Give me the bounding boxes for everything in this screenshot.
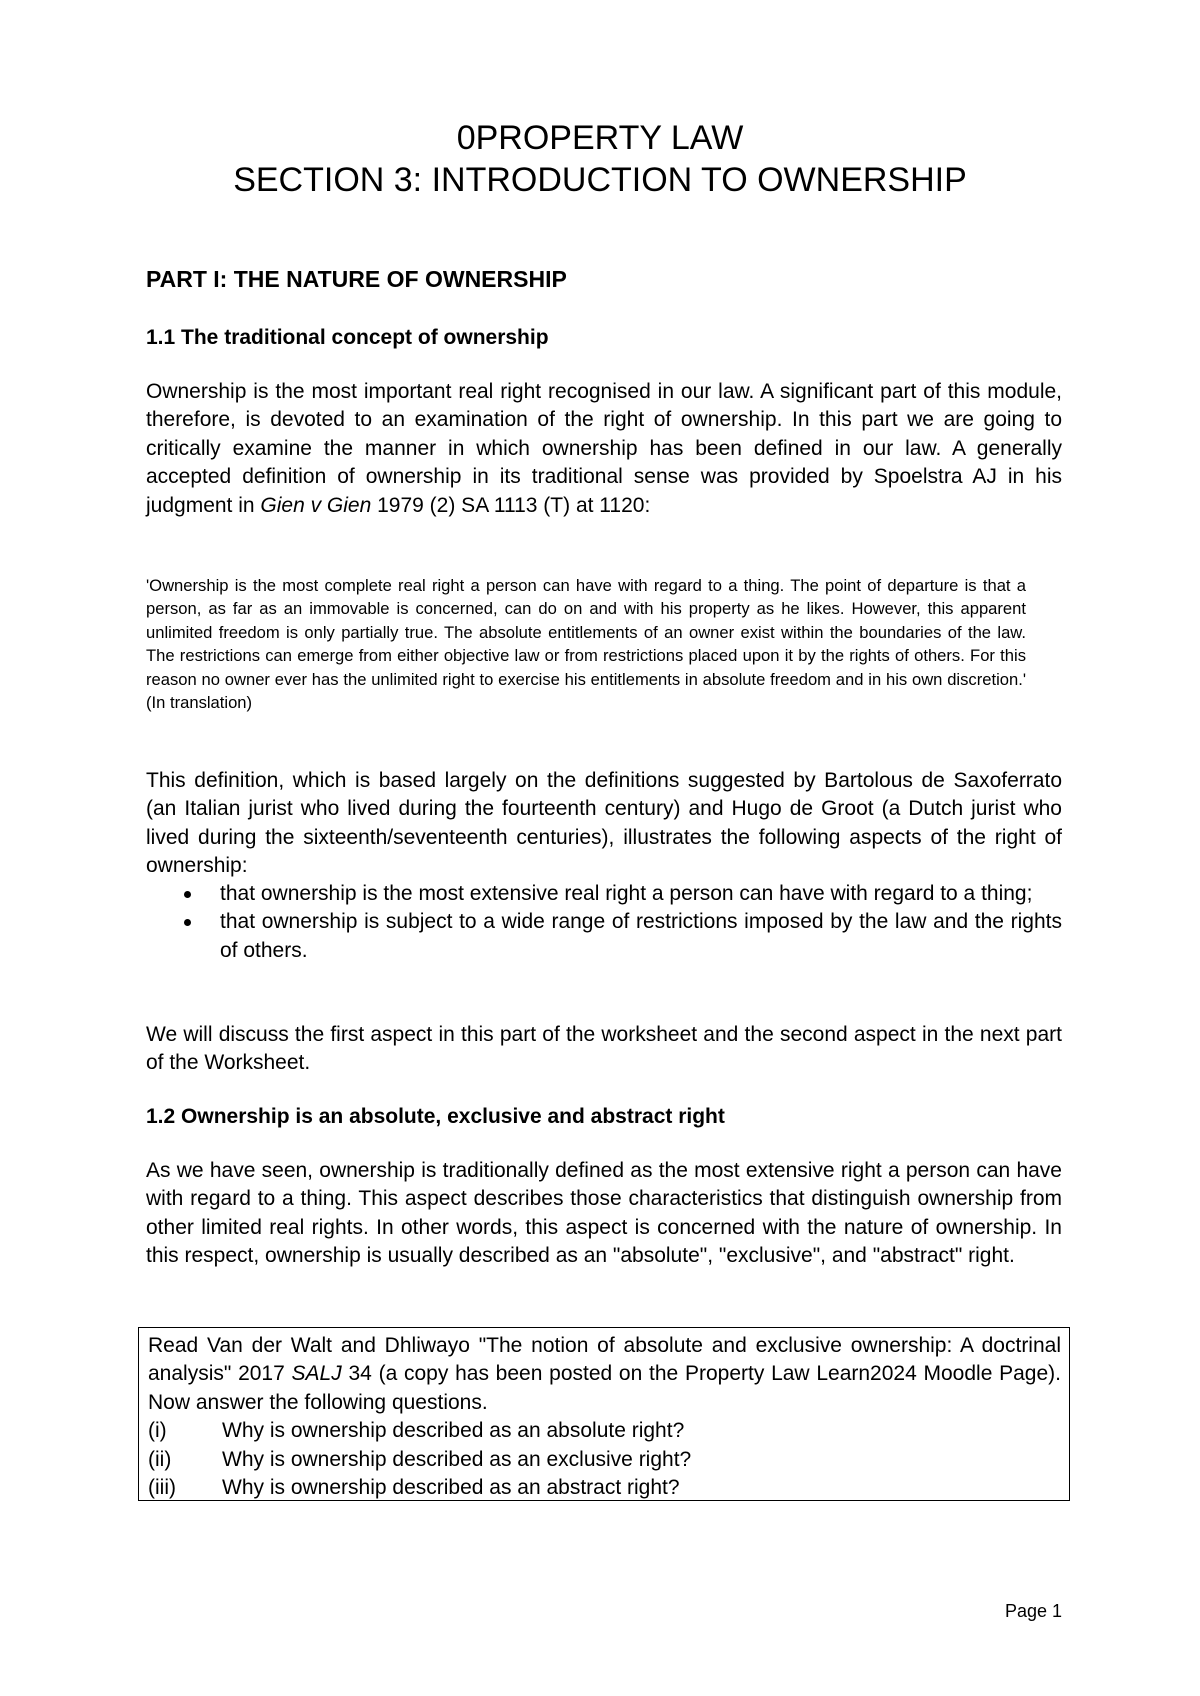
- definition-quote: 'Ownership is the most complete real right a person can have with regard to a thing. The point of departure is that a person, as far as an immovable is concerned, can do on and with his property as he likes. However, this apparent unlimited freedom is only partially true. The absolute entitlements of an owner exist within the boundaries of the law. The restrictions can emerge from either objective law or from restrictions placed upon it by the rights of others. For this reason no owner ever has the unlimited right to exercise his entitlements in absolute freedom and in his own discretion.' (In translation): [146, 576, 1026, 713]
- bullet-icon: [184, 919, 191, 926]
- question-number: (iii): [148, 1476, 176, 1500]
- section-1-1-paragraph-1: [146, 378, 1062, 520]
- document-title: 0PROPERTY LAW: [456, 119, 744, 157]
- question-row: [148, 1474, 1061, 1502]
- question-text: Why is ownership described as an abstract right?: [222, 1476, 680, 1500]
- reading-assignment-box: [138, 1327, 1070, 1501]
- paragraph-text: 1979 (2) SA 1113 (T) at 1120:: [371, 493, 651, 517]
- paragraph-text: Ownership is the most important real right recognised in our law. A significant part of this module, therefore, is devoted to an examination of the right of ownership. In this part we are going to critically examine the manner in which ownership has been defined in our law. A generally accepted definition of ownership in its traditional sense was provided by Spoelstra AJ in his judgment in: [146, 380, 1062, 517]
- list-item-text: that ownership is the most extensive real right a person can have with regard to a thing;: [220, 882, 1033, 905]
- section-1-1-paragraph-3: We will discuss the first aspect in this part of the worksheet and the second aspect in the next part of the Worksheet.: [146, 1023, 1062, 1075]
- section-1-1-paragraph-2: This definition, which is based largely on the definitions suggested by Bartolous de Saxoferrato (an Italian jurist who lived during the fourteenth century) and Hugo de Groot (a Dutch jurist who lived during the sixteenth/seventeenth centuries), illustrates the following aspects of the right of ownership:: [146, 769, 1062, 878]
- document-subtitle: SECTION 3: INTRODUCTION TO OWNERSHIP: [233, 161, 967, 199]
- instruction-text: 34 (a copy has been posted on the Property Law Learn2024 Moodle Page). Now answer the following questions.: [148, 1362, 1061, 1414]
- list-item: [146, 908, 1062, 965]
- question-row: [148, 1446, 1061, 1474]
- part-heading: PART I: THE NATURE OF OWNERSHIP: [146, 266, 567, 292]
- bullet-icon: [184, 891, 191, 898]
- page-number: Page 1: [1004, 1601, 1062, 1621]
- question-number: (ii): [148, 1447, 172, 1471]
- section-1-2-paragraph: As we have seen, ownership is traditionally defined as the most extensive right a person can have with regard to a thing. This aspect describes those characteristics that distinguish ownership from other limited real rights. In other words, this aspect is concerned with the nature of ownership. In this respect, ownership is usually described as an "absolute", "exclusive", and "abstract" right.: [146, 1159, 1062, 1268]
- question-number: (i): [148, 1419, 167, 1443]
- case-citation: Gien v Gien: [260, 493, 372, 517]
- list-item-text: that ownership is subject to a wide range of restrictions imposed by the law and the rights of others.: [220, 910, 1062, 962]
- section-1-1-heading: 1.1 The traditional concept of ownership: [146, 326, 549, 349]
- instruction-text: Read Van der Walt and Dhliwayo "The notion of absolute and exclusive ownership: A doctrinal analysis" 2017: [148, 1334, 1061, 1386]
- reading-instructions: [148, 1332, 1061, 1417]
- journal-name: SALJ: [291, 1362, 342, 1386]
- section-1-2-heading: 1.2 Ownership is an absolute, exclusive and abstract right: [146, 1105, 725, 1128]
- question-text: Why is ownership described as an exclusive right?: [222, 1447, 692, 1471]
- question-text: Why is ownership described as an absolute right?: [222, 1419, 685, 1443]
- list-item: [146, 880, 1062, 908]
- aspects-list: [146, 880, 1062, 965]
- question-row: [148, 1417, 1061, 1445]
